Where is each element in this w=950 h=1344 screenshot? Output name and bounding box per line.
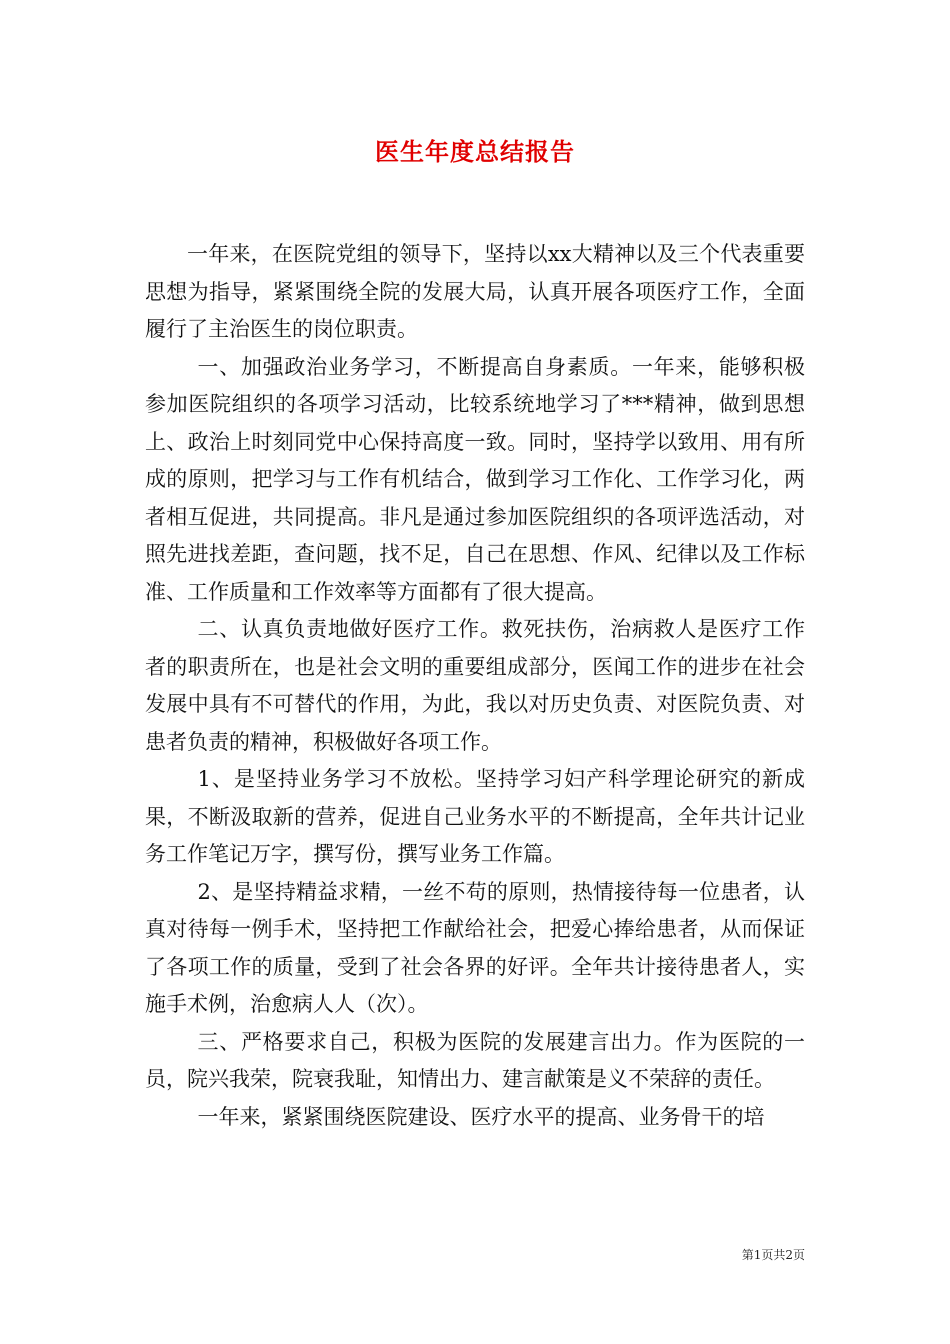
paragraph-section-2: 二、认真负责地做好医疗工作。救死扶伤，治病救人是医疗工作者的职责所在，也是社会文明的重要组成部分，医闻工作的进步在社会发展中具有不可替代的作用，为此，我以对历史负责、对医院负责、对患者负责的精神，积极做好各项工作。 <box>145 617 805 754</box>
page-number: 第1页共2页 <box>741 1248 805 1262</box>
paragraph-intro: 一年来，在医院党组的领导下，坚持以xx大精神以及三个代表重要思想为指导，紧紧围绕全院的发展大局，认真开展各项医疗工作，全面履行了主治医生的岗位职责。 <box>145 242 805 341</box>
paragraph-section-3: 三、严格要求自己，积极为医院的发展建言出力。作为医院的一员，院兴我荣，院衰我耻，知情出力、建言献策是义不荣辞的责任。 <box>145 1029 805 1091</box>
document-title: 医生年度总结报告 <box>375 137 575 166</box>
paragraph-year-summary: 一年来，紧紧围绕医院建设、医疗水平的提高、业务骨干的培 <box>197 1104 765 1129</box>
paragraph-item-2: 2、是坚持精益求精，一丝不苟的原则，热情接待每一位患者，认真对待每一例手术，坚持把工作献给社会，把爱心捧给患者，从而保证了各项工作的质量，受到了社会各界的好评。全年共计接待患者人，实施手术例，治愈病人人（次）。 <box>145 879 805 1016</box>
document-body <box>145 236 805 1136</box>
paragraph-item-1: 1、是坚持业务学习不放松。坚持学习妇产科学理论研究的新成果，不断汲取新的营养，促进自己业务水平的不断提高，全年共计记业务工作笔记万字，撰写份，撰写业务工作篇。 <box>145 767 805 866</box>
paragraph-section-1: 一、加强政治业务学习，不断提高自身素质。一年来，能够积极参加医院组织的各项学习活动，比较系统地学习了***精神，做到思想上、政治上时刻同党中心保持高度一致。同时，坚持学以致用、用有所成的原则，把学习与工作有机结合，做到学习工作化、工作学习化，两者相互促进，共同提高。非凡是通过参加医院组织的各项评选活动，对照先进找差距，查问题，找不足，自己在思想、作风、纪律以及工作标准、工作质量和工作效率等方面都有了很大提高。 <box>145 354 805 604</box>
